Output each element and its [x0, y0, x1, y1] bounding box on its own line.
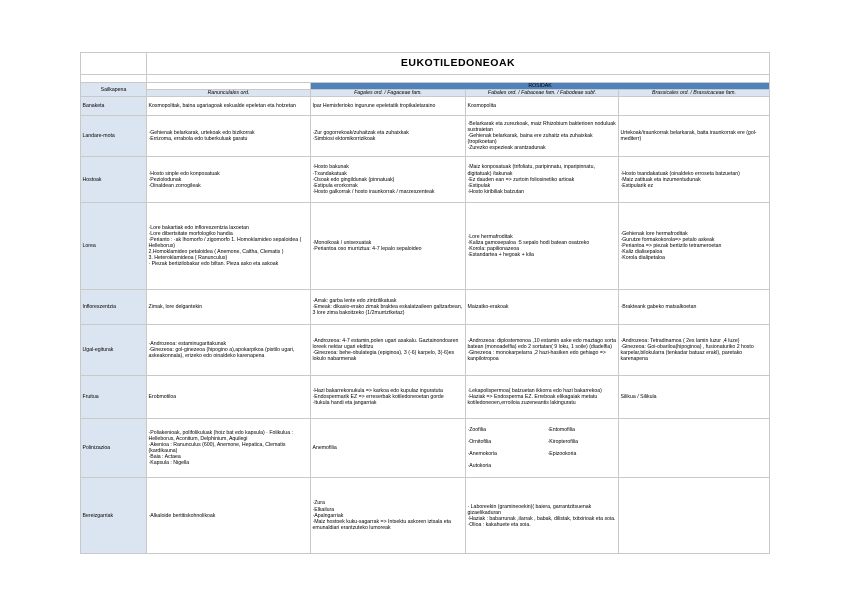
- table-cell[interactable]: ·Hosto txandakatuak (oinaldeko erroseta batzuetan) ·Maiz zatituak eta inzumentudunak ·Estipularik ez: [619, 157, 770, 203]
- table-cell[interactable]: Anemofilia: [311, 419, 466, 478]
- list-item: ·Zoofilia: [467, 426, 486, 433]
- list-item: ·Kiropterofilia: [547, 439, 579, 446]
- table-cell[interactable]: ·Androzeoa: diplostemonoa ,10 estamin aske edo maztago sorta batean (monoadelfia) edo 2 sortatan( 9 loku, 1 soile) (diadelfia) ·Ginezeoa : monokarpelarra ,2 hazi-hasiken edo gehiago => kanpilotropoa: [466, 325, 619, 376]
- spreadsheet-sheet: [80, 52, 769, 554]
- table-row: [81, 116, 770, 157]
- group-header-rosidak[interactable]: ROSIDAK: [311, 83, 770, 90]
- row-label[interactable]: Lorea: [81, 203, 147, 290]
- table-cell[interactable]: ·Androzeoa: estaminugaritakunak ·Ginezeoa: gol-ginezeoa (hipogino a),apokarpikoa (pistilo ugari, askeakonnala), erizeko edo oinaldeko karenapena: [147, 325, 311, 376]
- list-item: ·Ornitofilia: [467, 439, 492, 446]
- column-header[interactable]: Brassicales ord. / Brassicaceae fam.: [619, 90, 770, 97]
- table-cell[interactable]: ·Lekapolispermoa( batzuetan ikkorra edo hazi bakarrekoa) ·Haziak => Endosperma EZ. Erreboak elikagaiak metatu kotiledoneoen,erroiloia zuzeneantis lakinguratu: [466, 376, 619, 419]
- row-label[interactable]: Polinizazioa: [81, 419, 147, 478]
- empty-cell[interactable]: [81, 75, 147, 83]
- sheet-title[interactable]: EUKOTILEDONEOAK: [147, 53, 770, 75]
- list-item: ·Anemokoria: [467, 451, 497, 458]
- table-cell[interactable]: Erobmotiloa: [147, 376, 311, 419]
- table-cell[interactable]: Silikua / Silikula: [619, 376, 770, 419]
- table-cell[interactable]: ·Zur gogorrekoak/zuhaitzak eta zuhaixkak ·Simbiosi ektomikorrizikoak: [311, 116, 466, 157]
- row-label[interactable]: Infloreszentzia: [81, 290, 147, 325]
- column-header[interactable]: Ranunculales ord.: [147, 90, 311, 97]
- table-row: [81, 290, 770, 325]
- table-cell[interactable]: ·Poliakenioak, polifolikuluak (hoiz bat edo kapsula) · Folikulua : Helleborus, Aconitum, Delphinium, Aquilegi ·Akenioa : Ranunculus (600), Anemone, Hepatica, Clematis (kardikauna) ·Baia : Actaea ·Kapsula : Nigella: [147, 419, 311, 478]
- empty-cell[interactable]: [147, 83, 311, 90]
- table-cell[interactable]: · Laboreekin (gramineoekin)( baiera, garrantzitsuenak gizaelikaduran ·Haziak : babarrunak ,ilarrak , babak, dilistak, txitxirioak eta soia. ·Olioa : kakahuete eta soia.: [466, 478, 619, 554]
- table-row: [81, 376, 770, 419]
- table-cell[interactable]: ·Maiz konposatuak (trifoliatu, paripinnatu, inparipinnatu, digitatuak) /takunak ·Ez dauden ean => zurtoin foliosinetiko artioak ·Estipulak ·Hosto kiribiliak batzutan: [466, 157, 619, 203]
- table-cell[interactable]: Ipar Hemisferioko ingurune epeletatik tropikaletaraino: [311, 97, 466, 116]
- list-item: ·Epizookoria: [547, 451, 577, 458]
- list-item: ·Entomofilia: [547, 426, 575, 433]
- list-item: ·Autokoria: [467, 463, 492, 470]
- pollination-list-left: [468, 421, 548, 476]
- empty-cell[interactable]: [81, 53, 147, 75]
- table-cell[interactable]: ·Brakteank gabeko matsalkoetan: [619, 290, 770, 325]
- table-cell[interactable]: ·Hazi bakarrekonukula => karkoa edo kupulaz inguratuta ·Endospermarik EZ => erreserbak kotiledoneoetan gorde ·Itukula handi eta jangarriak: [311, 376, 466, 419]
- row-header-sailkapena[interactable]: Sailkapena: [81, 83, 147, 97]
- table-cell-polinizazioa-fabaceae[interactable]: [466, 419, 619, 478]
- table-cell[interactable]: ·Monoikoak / unisexuatak ·Periantoa oso murriztua: 4-7 lepalo sepaloideo: [311, 203, 466, 290]
- table-cell[interactable]: ·Alkaloide bertitiskohnolikoak: [147, 478, 311, 554]
- table-cell[interactable]: ·Gehienak belarkarak, urtekoak edo bizikorrak ·Errizoma, errabola edo tuberkuluak garatu: [147, 116, 311, 157]
- empty-cell[interactable]: [147, 75, 770, 83]
- row-label[interactable]: Landare-mota: [81, 116, 147, 157]
- table-cell[interactable]: Urtekoak/iraunkorrak belarkarak, baita iraunkorrak ere (gol-mediterr): [619, 116, 770, 157]
- table-cell[interactable]: ·Gehienak lore hermafroditak ·Gurutze formakokorola=> petalo askeak ·Periantoa => piezak bertizilo tetrameroetan ·Kaliz dialisepaloa ·Korola dialipetaloa: [619, 203, 770, 290]
- table-cell[interactable]: ·Arrak: garba lente edo zintzilikatuak ·Emeak: dikasio-erako zimak braktea eskalatzaileen galtzarbean, 3 lore zima bakoitzeko (1/2murriztketaz): [311, 290, 466, 325]
- table-cell[interactable]: [619, 478, 770, 554]
- table-cell[interactable]: ·Hosto bakunak ·Txandakatuak ·Osoak edo gingildunak (pinnatuak) ·Estipula erorkorrak ·Hosto galkorrak / hosto iraunkorrak / marzeszenteak: [311, 157, 466, 203]
- table-cell[interactable]: ·Lore hermafroditak ·Kaliza gamosepaloa :5 sepalo hodi batean osatzeko ·Korola: papilionazeoa ·Estandartea + hegoak + kila: [466, 203, 619, 290]
- row-label[interactable]: Ugal-egiturak: [81, 325, 147, 376]
- table-cell[interactable]: ·Lore bakartiak edo infloreszentzia laxoetan ·Lore dibertsitate morfologiko handia ·Perianto : ·ak lhomorfo / zigomorfo 1. Homoklamideo sepaloidea ( Helleborus) 2.Homoklamideo petaloidea ( Anemone, Caltha, Clematis ) 3. Heteroklamideoa ( Ranunculus) · Piezak bertizilobakar edo biltan. Pieza asko eta askoak: [147, 203, 311, 290]
- row-label[interactable]: Bereizgarriak: [81, 478, 147, 554]
- table-cell[interactable]: Kosmopolitak, baina ugariagoak eskualde epeletan eta hotzetan: [147, 97, 311, 116]
- row-label[interactable]: Fruitua: [81, 376, 147, 419]
- pollination-list-right: [548, 421, 579, 476]
- table-cell[interactable]: Zimak, lore delgantekin: [147, 290, 311, 325]
- table-cell[interactable]: ·Belarkarak eta zurezkoak, maiz Rhizobium bakterioen noduluak sustraietan ·Gehienak belarkarak, baina ere zuhaitz eta zuhaixkak (tropikoetan) ·Zurezko espezieak arantzadunak: [466, 116, 619, 157]
- row-label[interactable]: Hostoak: [81, 157, 147, 203]
- table-cell[interactable]: ·Hosto sinple edo konposatuak ·Peziolodunak ·Oinaldean zorrogileak: [147, 157, 311, 203]
- table-cell[interactable]: Maizatko-erakoak: [466, 290, 619, 325]
- eudicot-classification-table: [80, 52, 770, 554]
- table-cell[interactable]: ·Androzeoa: Tetradinamoa ( 2es lamin luzur ,4 luze) ·Ginezeoa: Goi-obariloa(hipoginoa) , fusionaturiko 2 hosto karpelar,bilokularra (tenkadar batuaz erakl), paretako karenapena: [619, 325, 770, 376]
- table-cell[interactable]: ·Zura ·Elkailura ·Apalngarriak ·Maiz hostoek kuku-sagarrak => Intsektu askoren iztsala eta emunaldiari erantzuteko lumoreak: [311, 478, 466, 554]
- table-cell[interactable]: ·Androzeoa: 4-7 estamin,polen ugari asakalu. Gaztainondoaren loreek nektar ugari ekditzu ·Ginezeoa: behe-obulategia (epiginoa), 3 (-6) karpelo, 3(-6)es lokulo nabarmenak: [311, 325, 466, 376]
- row-label[interactable]: Banaketa: [81, 97, 147, 116]
- table-cell[interactable]: [619, 419, 770, 478]
- table-cell[interactable]: Kosmopolita: [466, 97, 619, 116]
- table-cell[interactable]: [619, 97, 770, 116]
- table-row: [81, 157, 770, 203]
- table-row: [81, 478, 770, 554]
- table-row: [81, 97, 770, 116]
- table-row: [81, 325, 770, 376]
- column-header[interactable]: Fagales ord. / Fagaceae fam.: [311, 90, 466, 97]
- table-row: [81, 419, 770, 478]
- table-row: [81, 203, 770, 290]
- column-header[interactable]: Fabales ord. / Fabaceae fam. / Fabodeae subf.: [466, 90, 619, 97]
